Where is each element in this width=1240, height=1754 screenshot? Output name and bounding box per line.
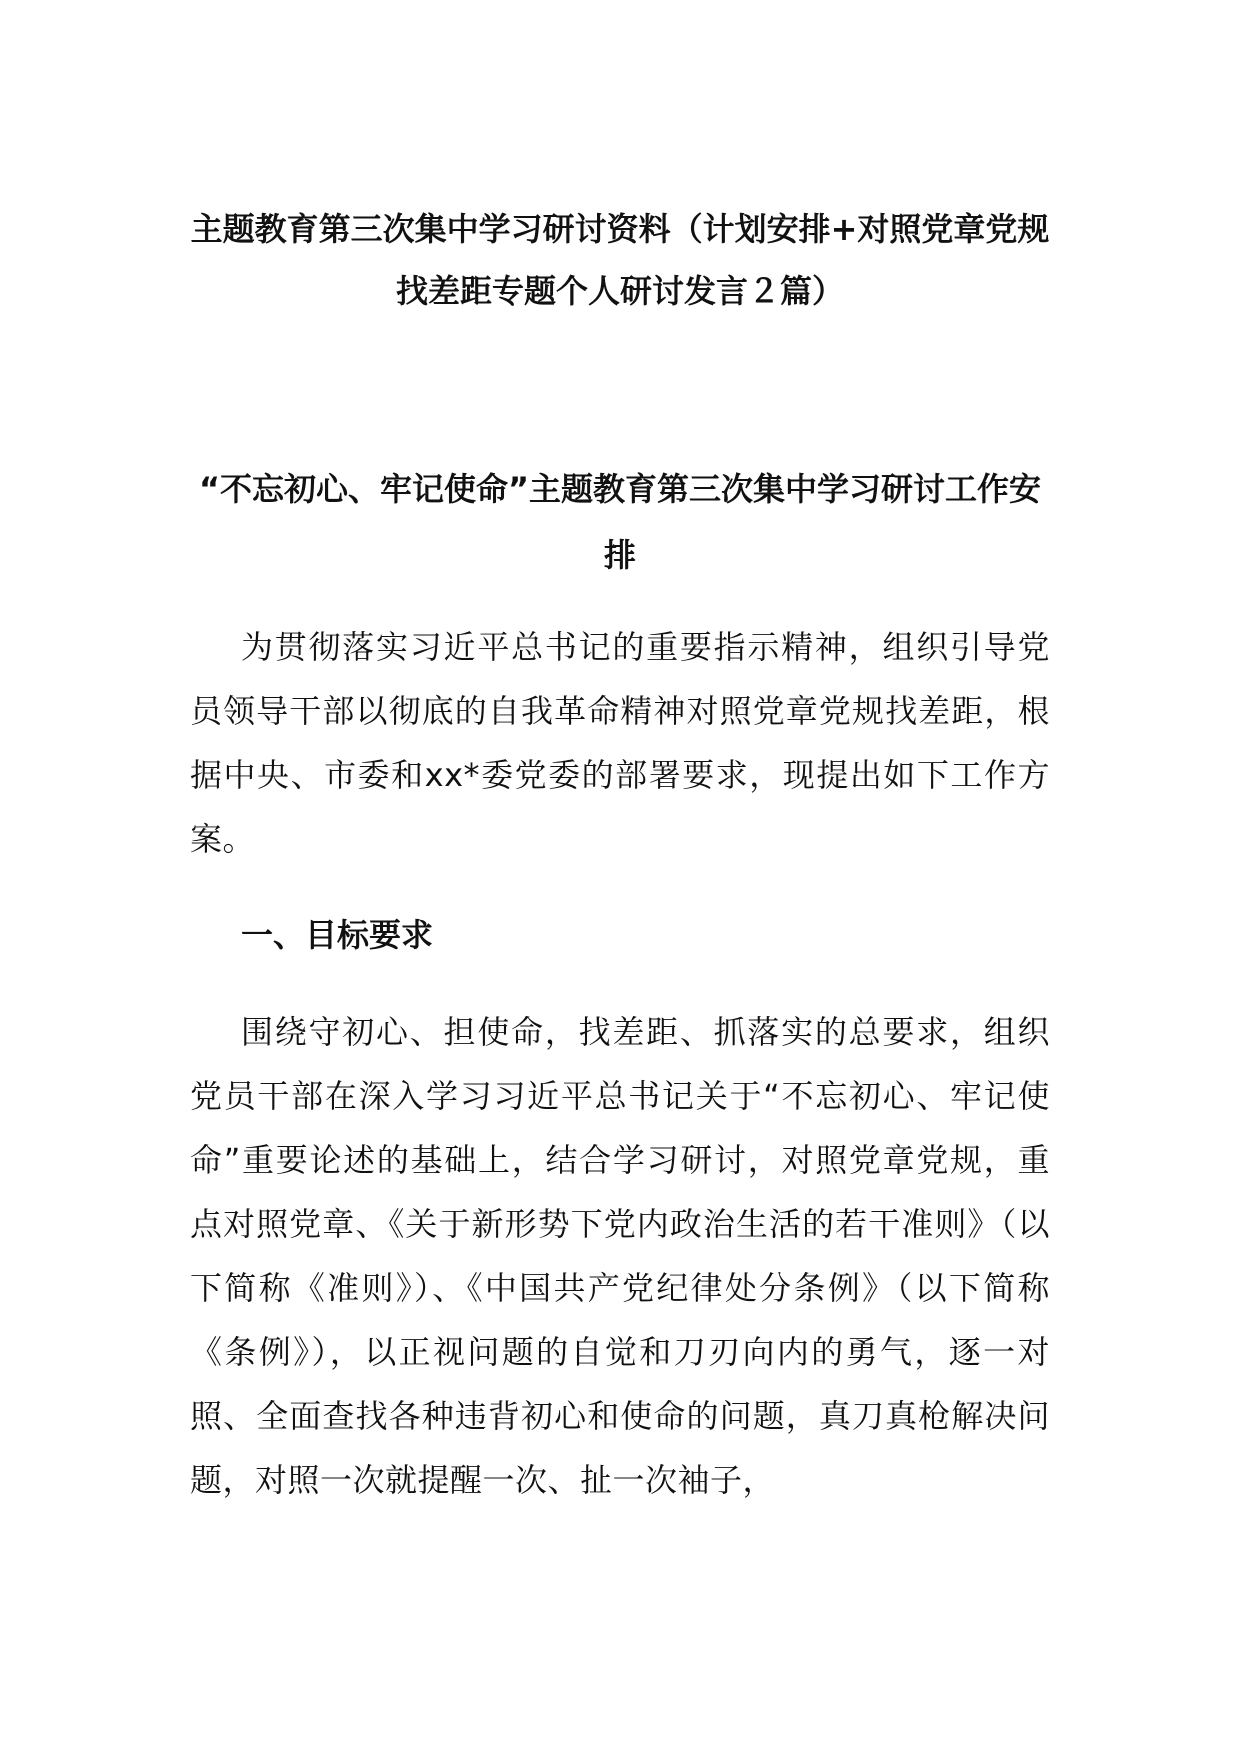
section-title: “不忘初心、牢记使命”主题教育第三次集中学习研讨工作安排: [198, 470, 1042, 574]
intro-paragraph: 为贯彻落实习近平总书记的重要指示精神，组织引导党员领导干部以彻底的自我革命精神对照党章党规找差距，根据中央、市委和xx*委党委的部署要求，现提出如下工作方案。: [190, 628, 1050, 858]
goals-paragraph: 围绕守初心、担使命，找差距、抓落实的总要求，组织党员干部在深入学习习近平总书记关于“不忘初心、牢记使命”重要论述的基础上，结合学习研讨，对照党章党规，重点对照党章、《关于新形势下党内政治生活的若干准则》（以下简称《准则》）、《中国共产党纪律处分条例》（以下简称《条例》），以正视问题的自觉和刀刃向内的勇气，逐一对照、全面查找各种违背初心和使命的问题，真刀真枪解决问题，对照一次就提醒一次、扯一次袖子，: [190, 1013, 1050, 1499]
heading-goals: 一、目标要求: [241, 916, 434, 954]
document-title: 主题教育第三次集中学习研讨资料（计划安排+对照党章党规找差距专题个人研讨发言２篇）: [190, 210, 1050, 310]
